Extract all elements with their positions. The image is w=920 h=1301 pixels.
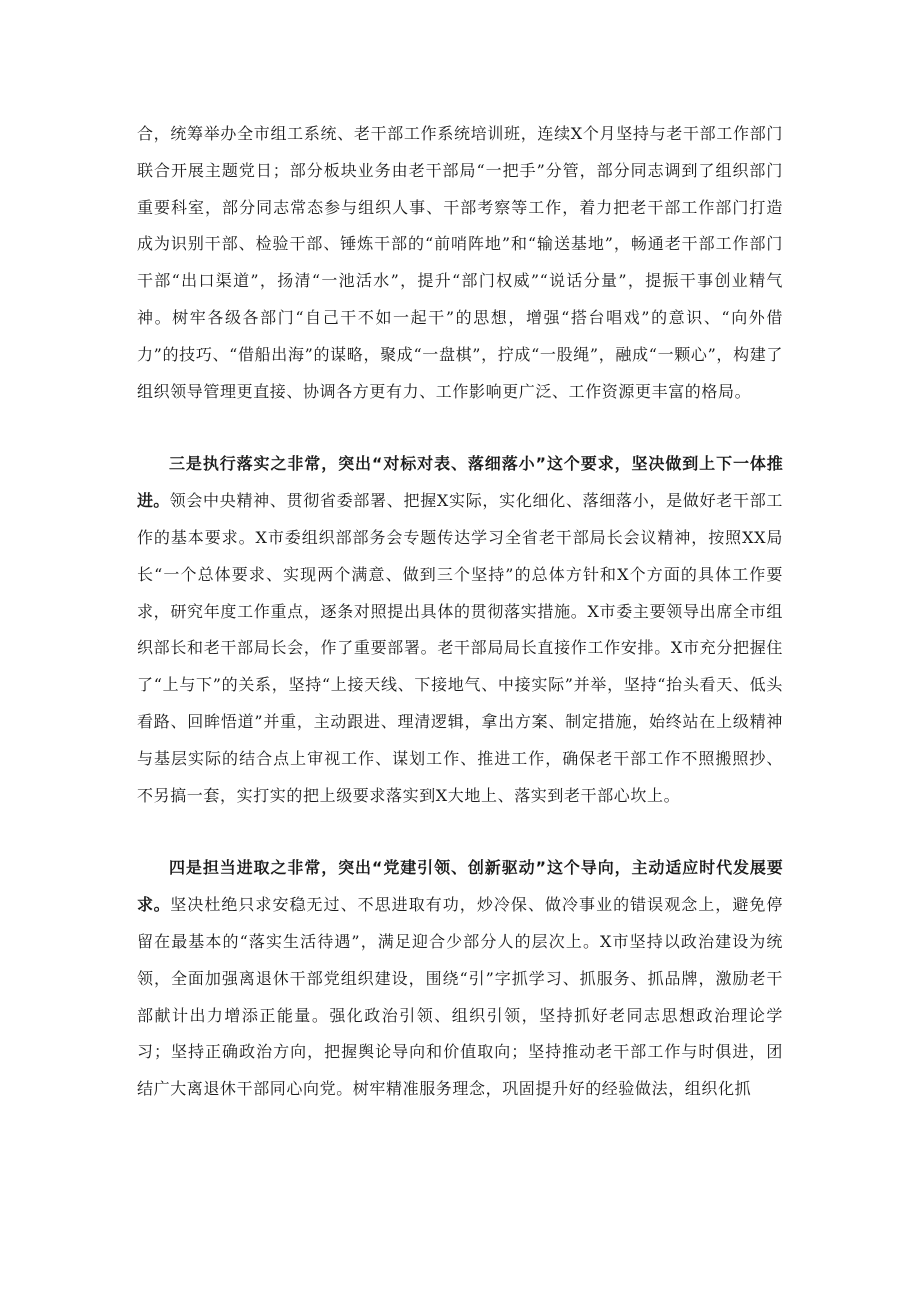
paragraph-gap: [137, 410, 783, 446]
section-four-body: 坚决杜绝只求安稳无过、不思进取有功，炒冷保、做冷事业的错误观念上，避免停留在最基本的“落实生活待遇”，满足迎合少部分人的层次上。X市坚持以政治建设为统领，全面加强离退休干部党组织建设，围绕“引”字抓学习、抓服务、抓品牌，激励老干部献计出力增添正能量。强化政治引领、组织引领，坚持抓好老同志思想政治理论学习；坚持正确政治方向，把握舆论导向和价值取向；坚持推动老干部工作与时俱进，团结广大离退休干部同心向党。树牢精准服务理念，巩固提升好的经验做法，组织化抓: [137, 895, 783, 1099]
section-three-heading: 三是执行落实之非常，突出“对标对表、落细落小”这个要求，坚决做到上下一体推进。: [137, 454, 783, 511]
section-three-body: 领会中央精神、贯彻省委部署、把握X实际，实化细化、落细落小，是做好老干部工作的基本要求。X市委组织部部务会专题传达学习全省老干部局长会议精神，按照XX局长“一个总体要求、实现两个满意、做到三个坚持”的总体方针和X个方面的具体工作要求，研究年度工作重点，逐条对照提出具体的贯彻落实措施。X市委主要领导出席全市组织部长和老干部局长会，作了重要部署。老干部局局长直接作工作安排。X市充分把握住了“上与下”的关系，坚持“上接天线、下接地气、中接实际”并举，坚持“抬头看天、低头看路、回眸悟道”并重，主动跟进、理清逻辑，拿出方案、制定措施，始终站在上级精神与基层实际的结合点上审视工作、谋划工作、推进工作，确保老干部工作不照搬照抄、不另搞一套，实打实的把上级要求落实到X大地上、落实到老干部心坎上。: [137, 491, 784, 805]
paragraph-section-four: [137, 850, 783, 1108]
paragraph-gap: [137, 814, 783, 850]
paragraph-1-body: 合，统筹举办全市组工系统、老干部工作系统培训班，连续X个月坚持与老干部工作部门联合开展主题党日；部分板块业务由老干部局“一把手”分管，部分同志调到了组织部门重要科室，部分同志常态参与组织人事、干部考察等工作，着力把老干部工作部门打造成为识别干部、检验干部、锤炼干部的“前哨阵地”和“输送基地”，畅通老干部工作部门干部“出口渠道”，扬清“一池活水”，提升“部门权威”“说话分量”，提振干事创业精气神。树牢各级各部门“自己干不如一起干”的思想，增强“搭台唱戏”的意识、“向外借力”的技巧、“借船出海”的谋略，聚成“一盘棋”，拧成“一股绳”，融成“一颗心”，构建了组织领导管理更直接、协调各方更有力、工作影响更广泛、工作资源更丰富的格局。: [137, 124, 783, 401]
paragraph-continuation: [137, 116, 783, 410]
section-four-heading: 四是担当进取之非常，突出“党建引领、创新驱动”这个导向，主动适应时代发展要求。: [137, 858, 783, 915]
paragraph-section-three: [137, 446, 783, 814]
